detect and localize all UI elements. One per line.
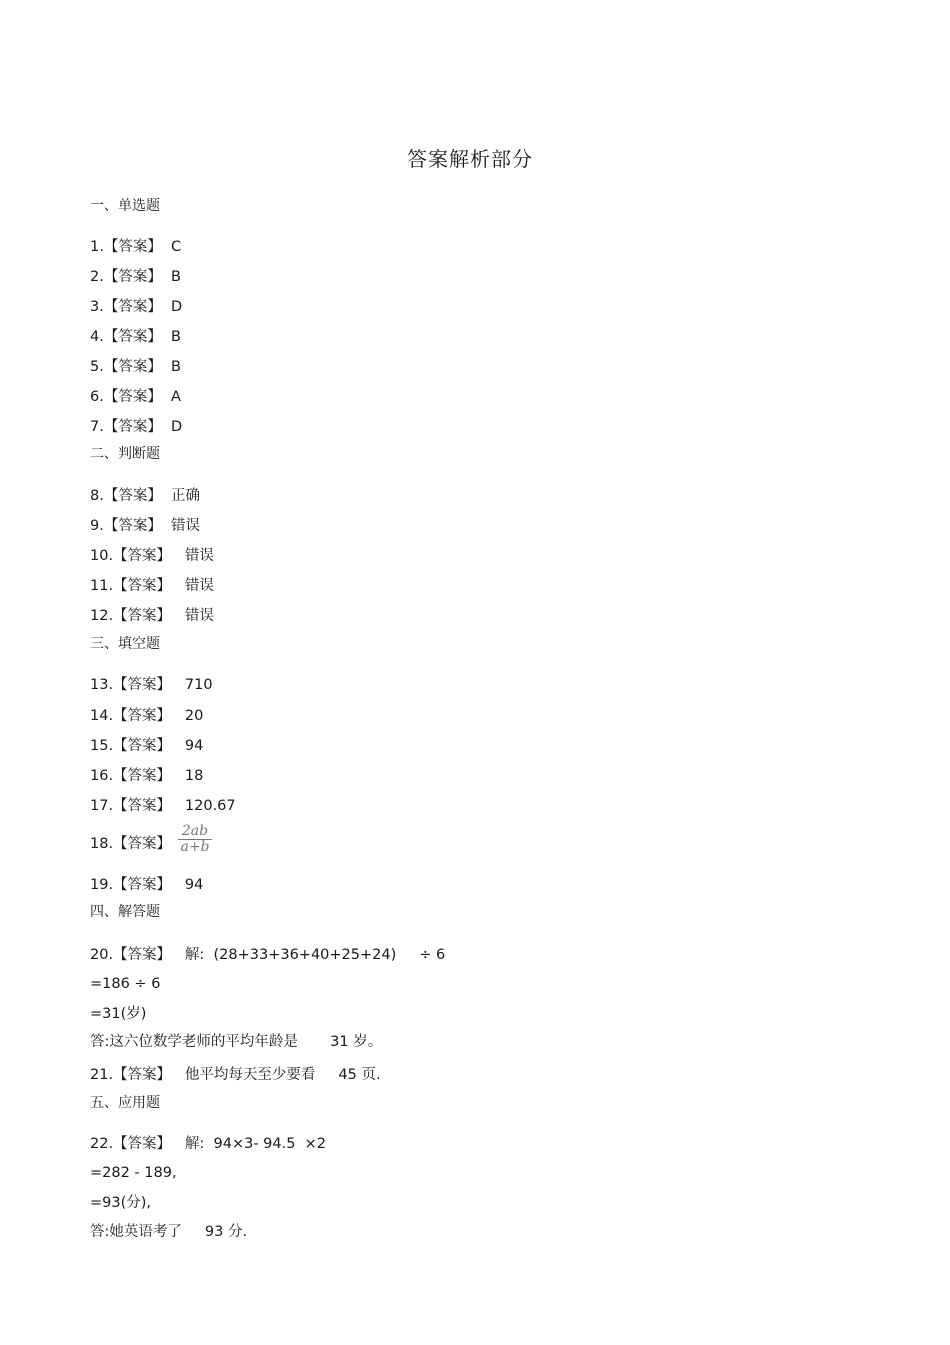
- answer-line: 22.【答案】 解: 94×3- 94.5 ×2: [90, 1136, 327, 1152]
- answer-line: 答:她英语考了 93 分.: [90, 1224, 248, 1240]
- answer-line: 21.【答案】 他平均每天至少要看 45 页.: [90, 1067, 381, 1083]
- answer-line: =282 - 189,: [90, 1165, 177, 1181]
- answer-line: 16.【答案】 18: [90, 768, 204, 784]
- answer-line: 19.【答案】 94: [90, 877, 204, 893]
- answer-line: 3.【答案】 D: [90, 299, 183, 315]
- answer-line: =31(岁): [90, 1006, 147, 1022]
- answer-line: 13.【答案】 710: [90, 677, 213, 693]
- fraction-numerator: 2ab: [178, 824, 212, 840]
- fraction-denominator: a+b: [180, 839, 210, 855]
- answer-line: 5.【答案】 B: [90, 359, 181, 375]
- section-heading-solve: 四、解答题: [90, 904, 160, 920]
- answer-line: 9.【答案】 错误: [90, 518, 201, 534]
- answer-line: 10.【答案】 错误: [90, 548, 214, 564]
- answer-line: 答:这六位数学老师的平均年龄是 31 岁。: [90, 1034, 383, 1050]
- answer-line: 17.【答案】 120.67: [90, 798, 236, 814]
- answer-line: =93(分),: [90, 1195, 152, 1211]
- answer-line: 12.【答案】 错误: [90, 608, 214, 624]
- answer-line: 18.【答案】: [90, 836, 172, 852]
- answer-line: 2.【答案】 B: [90, 269, 181, 285]
- fraction-answer: [178, 824, 212, 855]
- answer-line: =186 ÷ 6: [90, 976, 161, 992]
- answer-line: 4.【答案】 B: [90, 329, 181, 345]
- section-heading-fill-in: 三、填空题: [90, 636, 160, 652]
- answer-line: 11.【答案】 错误: [90, 578, 214, 594]
- answer-line: 7.【答案】 D: [90, 419, 183, 435]
- section-heading-single-choice: 一、单选题: [90, 198, 160, 214]
- page-title: 答案解析部分: [407, 147, 533, 171]
- answer-line: 14.【答案】 20: [90, 708, 204, 724]
- answer-line: 8.【答案】 正确: [90, 488, 201, 504]
- answer-line: 1.【答案】 C: [90, 239, 182, 255]
- section-heading-true-false: 二、判断题: [90, 446, 160, 462]
- answer-line: 15.【答案】 94: [90, 738, 204, 754]
- section-heading-application: 五、应用题: [90, 1095, 160, 1111]
- answer-line: 20.【答案】 解: (28+33+36+40+25+24) ÷ 6: [90, 947, 446, 963]
- answer-line: 6.【答案】 A: [90, 389, 181, 405]
